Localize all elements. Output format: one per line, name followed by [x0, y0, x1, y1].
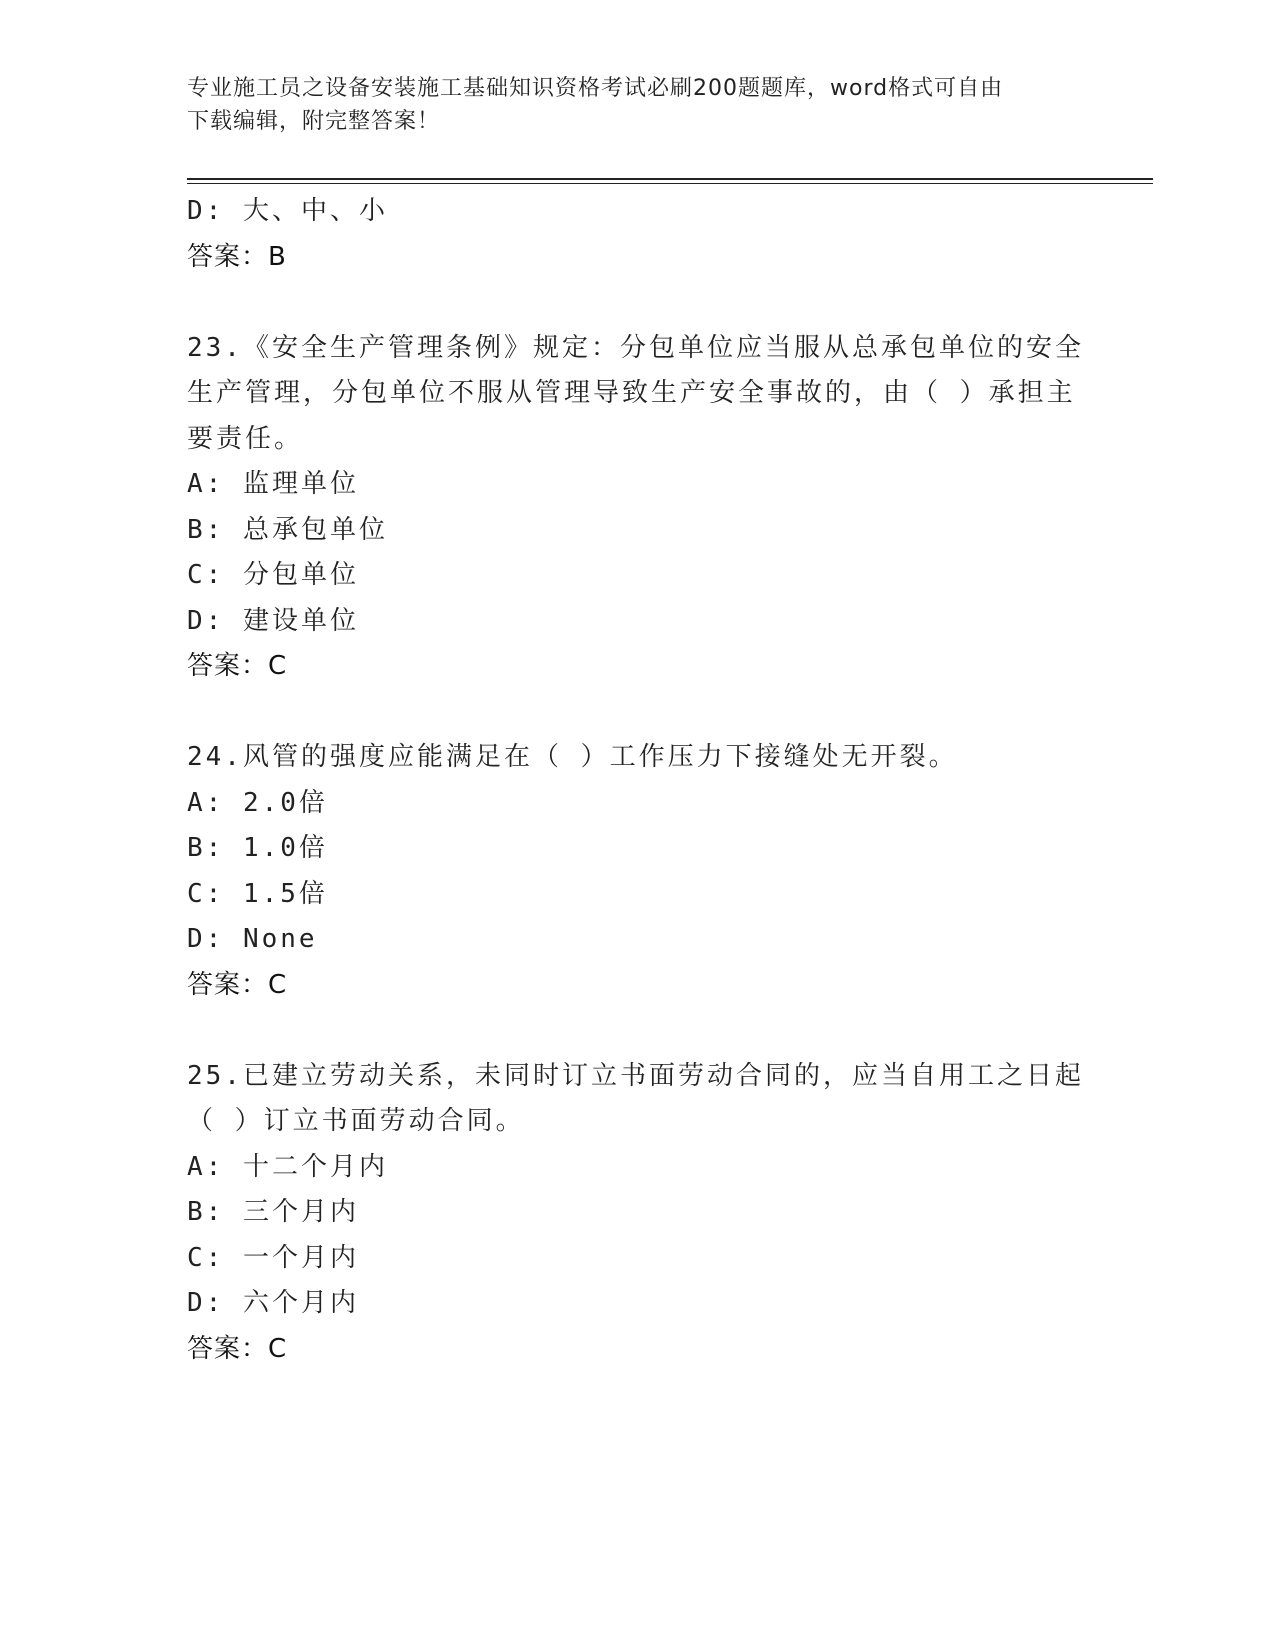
- option-a: A: 2.0倍: [187, 787, 328, 818]
- question-text-line: 生产管理，分包单位不服从管理导致生产安全事故的，由（ ）承担主: [187, 378, 1076, 408]
- option-d: D: 六个月内: [187, 1288, 359, 1318]
- question-22-tail: [187, 189, 1087, 280]
- spacer: [187, 280, 1087, 326]
- question-text-line: （ ）订立书面劳动合同。: [187, 1106, 525, 1136]
- answer: 答案：C: [187, 969, 288, 1000]
- option-b: B: 1.0倍: [187, 833, 328, 863]
- option-c: C: 一个月内: [187, 1242, 359, 1273]
- question-text-line: 23.《安全生产管理条例》规定：分包单位应当服从总承包单位的安全: [187, 332, 1084, 363]
- question-text-line: 要责任。: [187, 423, 304, 454]
- spacer: [187, 690, 1087, 736]
- option-a: A: 监理单位: [187, 469, 359, 499]
- option-c: C: 1.5倍: [187, 878, 328, 909]
- answer: 答案：C: [187, 651, 288, 681]
- question-23: [187, 326, 1087, 690]
- header-title-line-1: 专业施工员之设备安装施工基础知识资格考试必刷200题题库，word格式可自由: [187, 76, 1004, 101]
- document-body: [187, 189, 1087, 1372]
- option-d: D: 建设单位: [187, 605, 359, 636]
- question-24: [187, 735, 1087, 1008]
- option-a: A: 十二个月内: [187, 1151, 388, 1182]
- answer: 答案：C: [187, 1333, 288, 1364]
- option-d: D: 大、中、小: [187, 196, 388, 226]
- option-c: C: 分包单位: [187, 560, 359, 590]
- spacer: [187, 1008, 1087, 1054]
- header-divider-thick: [187, 178, 1153, 180]
- header-divider-thin: [187, 183, 1153, 184]
- option-b: B: 总承包单位: [187, 514, 388, 545]
- question-text-line: 24.风管的强度应能满足在（ ）工作压力下接缝处无开裂。: [187, 742, 958, 772]
- question-text-line: 25.已建立劳动关系，未同时订立书面劳动合同的，应当自用工之日起: [187, 1060, 1084, 1091]
- option-b: B: 三个月内: [187, 1197, 359, 1227]
- document-header: [187, 72, 1087, 138]
- question-25: [187, 1054, 1087, 1373]
- answer: 答案：B: [187, 241, 287, 272]
- header-title-line-2: 下载编辑，附完整答案！: [187, 109, 441, 134]
- option-d: D: None: [187, 924, 318, 954]
